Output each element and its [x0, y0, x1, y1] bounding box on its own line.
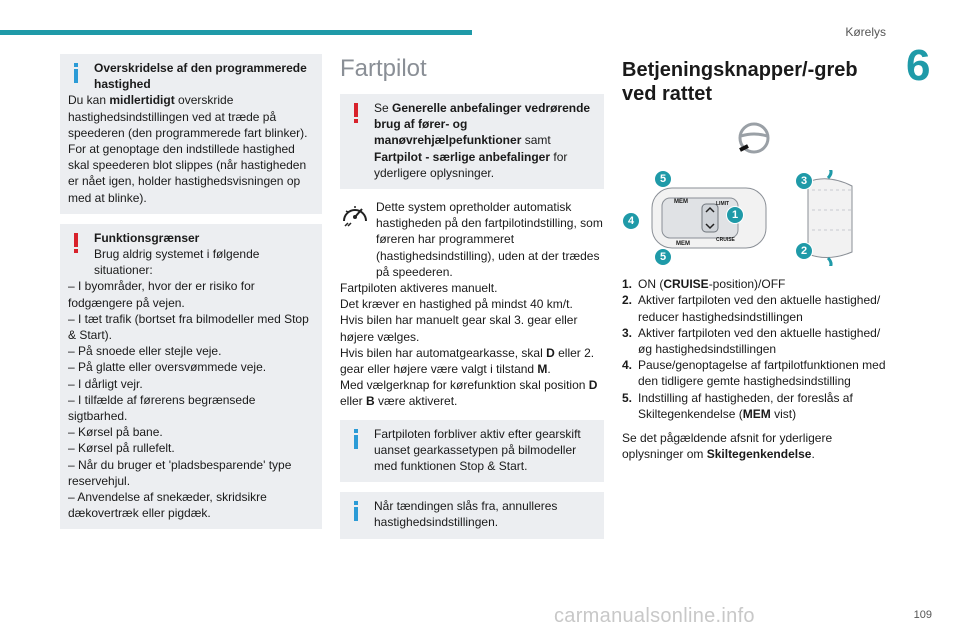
watermark: carmanualsonline.info	[554, 605, 755, 627]
paragraph: Du kan midlertidigt overskride hastighedsindstillingen ved at træde på speederen (den programmerede fart blinker).	[68, 93, 308, 140]
steps-list	[622, 276, 892, 422]
paragraph: Fartpiloten forbliver aktiv efter gearskift uanset gearkassetypen på bilmodeller med funktionen Stop & Start.	[374, 426, 581, 474]
paragraph: Dette system opretholder automatisk hastigheden på den fartpilotindstilling, som føreren har programmeret (hastighedsindstilling), uden at der trædes på speederen.	[376, 200, 603, 279]
limits-list-item: – I dårligt vejr.	[68, 376, 143, 391]
step-text: Indstilling af hastigheden, der foreslås af Skiltegenkendelse (MEM vist)	[638, 390, 853, 421]
step-item	[622, 390, 892, 422]
callout-badge: 2	[795, 242, 813, 260]
callout-badge: 1	[726, 206, 744, 224]
step-number: 4.	[622, 358, 633, 373]
section-title: Fartpilot	[340, 55, 427, 82]
header-accent-bar	[0, 30, 472, 35]
column-1	[60, 54, 322, 539]
warning-box-title: Funktionsgrænser	[94, 230, 200, 245]
limits-list-item: – Kørsel på rullefelt.	[68, 441, 175, 456]
callout-badge: 5	[654, 170, 672, 188]
running-header: Kørelys	[845, 25, 886, 39]
step-text: ON (CRUISE-position)/OFF	[638, 277, 786, 292]
page-number: 109	[913, 609, 932, 621]
figure-label-mem-top: MEM	[674, 199, 688, 206]
step-text: Pause/genoptagelse af fartpilotfunktionen med den tidligere gemte hastighedsindstilling	[638, 358, 886, 389]
step-number: 5.	[622, 390, 633, 405]
warning-icon	[68, 230, 94, 246]
info-icon	[348, 498, 374, 530]
paragraph: Med vælgerknap for kørefunktion skal position D eller B være aktiveret.	[340, 378, 598, 409]
info-icon	[68, 60, 94, 92]
step-item	[622, 357, 892, 389]
callout-badge: 3	[795, 172, 813, 190]
warning-icon	[348, 100, 374, 181]
paragraph: Det kræver en hastighed på mindst 40 km/t.	[340, 297, 573, 312]
steering-wheel-icon	[734, 122, 892, 162]
warning-box-references	[340, 94, 604, 189]
info-box-ignition	[340, 492, 604, 538]
controls-figure	[622, 170, 892, 266]
step-text: Aktiver fartpiloten ved den aktuelle hastighed/ øg hastighedsindstillingen	[638, 325, 881, 357]
step-number: 2.	[622, 293, 633, 308]
cruise-intro	[340, 199, 604, 280]
figure-label-mem-bottom: MEM	[676, 241, 690, 248]
step-number: 3.	[622, 325, 633, 340]
paragraph: Se Generelle anbefalinger vedrørende brug af fører- og manøvrehjælpefunktioner samt Fartpilot - særlige anbefalinger for yderligere oplysninger.	[374, 101, 591, 180]
step-item	[622, 276, 892, 292]
limits-list-item: – På snoede eller stejle veje.	[68, 344, 222, 359]
limits-list	[68, 278, 314, 521]
column-3	[622, 58, 892, 462]
callout-badge: 5	[654, 248, 672, 266]
step-number: 1.	[622, 277, 633, 292]
figure-label-cruise: CRUISE	[716, 237, 735, 244]
info-box-title: Overskridelse af den programmerede hastighed	[94, 61, 307, 92]
paragraph: For at genoptage den indstillede hastighed skal speederen blot slippes (når hastigheden er nået igen, holder hastighedsvisningen op med at blinke).	[68, 142, 307, 205]
paragraph: Hvis bilen har manuelt gear skal 3. gear eller højere vælges.	[340, 313, 578, 344]
limits-list-item: – I tilfælde af førerens begrænsede sigtbarhed.	[68, 392, 256, 424]
paragraph: Se det pågældende afsnit for yderligere oplysninger om Skiltegenkendelse.	[622, 431, 833, 462]
step-item	[622, 292, 892, 324]
limits-list-item: – På glatte eller oversvømmede veje.	[68, 360, 267, 375]
limits-list-item: – Kørsel på bane.	[68, 425, 163, 440]
info-icon	[348, 426, 374, 475]
paragraph: Brug aldrig systemet i følgende situationer:	[94, 247, 260, 278]
limits-list-item: – I byområder, hvor der er risiko for fodgængere på vejen.	[68, 279, 255, 310]
callout-badge: 4	[622, 212, 640, 230]
paragraph: Hvis bilen har automatgearkasse, skal D eller 2. gear eller højere være valgt i tilstand M.	[340, 345, 595, 377]
step-item	[622, 325, 892, 357]
paragraph: Når tændingen slås fra, annulleres hastighedsindstillingen.	[374, 499, 558, 530]
paragraph: Fartpiloten aktiveres manuelt.	[340, 281, 498, 296]
limits-list-item: – Når du bruger et 'pladsbesparende' type reservehjul.	[68, 457, 292, 488]
column-2	[340, 56, 604, 549]
warning-box-limits	[60, 224, 322, 530]
limits-list-item: – Anvendelse af snekæder, skridsikre dækovertræk eller pigdæk.	[68, 490, 267, 521]
chapter-number: 6	[906, 41, 931, 90]
info-box-overspeed	[60, 54, 322, 214]
section-heading: Betjeningsknapper/-greb ved rattet	[622, 59, 858, 105]
figure-label-limit: LIMIT	[716, 201, 730, 208]
info-box-gearshift	[340, 420, 604, 483]
limits-list-item: – I tæt trafik (bortset fra bilmodeller med Stop & Start).	[68, 311, 309, 343]
speedometer-icon	[340, 199, 376, 280]
step-text: Aktiver fartpiloten ved den aktuelle hastighed/ reducer hastighedsindstillingen	[638, 293, 881, 324]
